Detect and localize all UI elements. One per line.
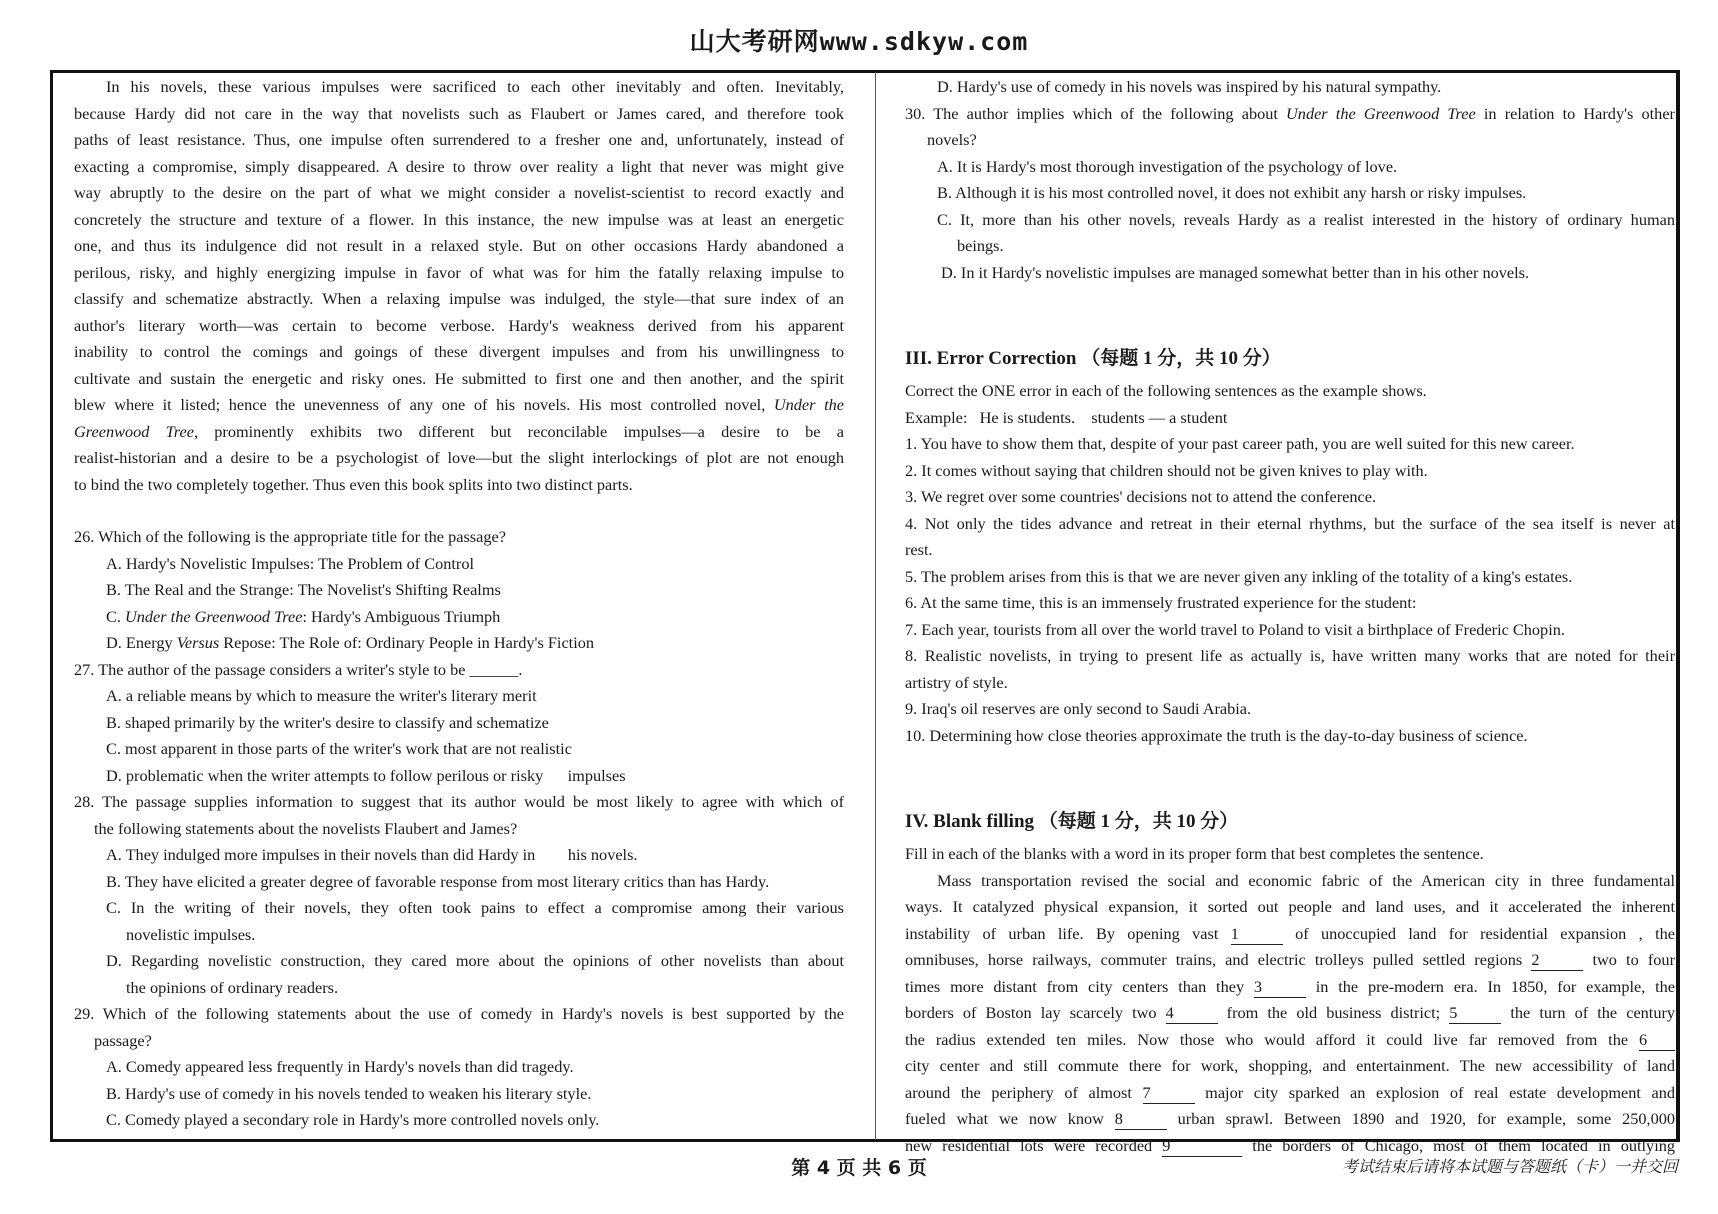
cloze-text: instability of urban life. By opening vast [905,923,1219,943]
blank-6[interactable]: 6 [1639,1030,1675,1051]
cloze-line [905,1000,1675,1027]
example: Example: He is students. students — a student [905,407,1228,427]
blank-4[interactable]: 4 [1166,1003,1218,1024]
section-title: IV. Blank filling （每题 1 分，共 10 分） [905,811,1239,832]
cloze-text: the turn of the century [1510,1003,1676,1022]
option-a: A. They indulged more impulses in their novels than did Hardy in his novels. [106,845,638,864]
option-c: C. It, more than his other novels, reveals Hardy as a realist interested in the history of ordinary human [937,209,1675,229]
question-28 [74,789,844,1001]
option-text: C. [106,606,126,626]
cloze-text: times more distant from city centers than they [905,976,1245,996]
cloze-text: borders of Boston lay scarcely two [905,1003,1157,1022]
spacer [905,749,1675,801]
option-italic: Versus [176,633,220,652]
option-d: D. problematic when the writer attempts to follow perilous or risky impulses [106,765,626,785]
blank-2[interactable]: 2 [1531,950,1583,971]
option-d: D. Regarding novelistic construction, they cared more about the opinions of other novelists than about [106,951,844,970]
cloze-line [905,1106,1675,1133]
novel-title: Under the Greenwood Tree [1286,103,1476,123]
option-a: A. Hardy's Novelistic Impulses: The Problem of Control [106,553,475,573]
footer-note: 考试结束后请将本试题与答题纸（卡）一并交回 [1341,1159,1678,1176]
option-b: B. shaped primarily by the writer's desire to classify and schematize [106,712,549,732]
blank-8[interactable]: 8 [1115,1109,1167,1130]
list-item: 8. Realistic novelists, in trying to present life as actually is, have written many works that are noted for their [905,646,1675,665]
section-blank-filling [905,807,1675,1159]
option-text: Repose: The Role of: Ordinary People in Hardy's Fiction [219,633,594,652]
section-instruction: Fill in each of the blanks with a word in its proper form that best completes the sentence. [905,844,1484,863]
option-b: B. Hardy's use of comedy in his novels tended to weaken his literary style. [106,1083,592,1103]
passage-line: way abruptly to the desire on the part of what we might consider a novelist-scientist to record exactly and [74,183,844,202]
novel-title: Under the Greenwood Tree [125,606,303,626]
passage-text: , prominently exhibits two different but reconcilable impulses—a desire to be a [193,421,844,441]
list-item: 5. The problem arises from this is that we are never given any inkling of the totality of a king's estates. [905,566,1573,586]
question-stem: novels? [927,130,977,149]
novel-title: Under the [773,395,844,414]
left-column [74,74,844,1134]
section-title: III. Error Correction （每题 1 分，共 10 分） [905,348,1281,369]
question-26 [74,524,844,657]
cloze-text: the radius extended ten miles. Now those who would afford it could live far removed from the [905,1029,1629,1049]
section-error-correction [905,344,1675,749]
blank-5[interactable]: 5 [1449,1003,1501,1024]
passage-text: blew where it listed; hence the unevenness of any one of his novels. His most controlled novel, [74,395,774,414]
option-a: A. a reliable means by which to measure the writer's literary merit [106,686,537,705]
page-number: 第 4 页 共 6 页 [791,1157,927,1179]
cloze-line [905,1080,1675,1107]
cloze-text: fueled what we now know [905,1109,1104,1128]
blank-3[interactable]: 3 [1254,977,1306,998]
right-column [905,74,1675,1159]
option-d: D. In it Hardy's novelistic impulses are managed somewhat better than in his other novels. [941,262,1530,282]
option-text: D. Energy [106,633,177,652]
passage-line: perilous, risky, and highly energizing impulse in favor of what was for him the fatally relaxing impulse to [74,262,844,282]
passage-line: because Hardy did not care in the way that novelists such as Flaubert or James cared, and therefore took [74,103,844,123]
passage-line: exacting a compromise, simply disappeared. A desire to throw over reality a light that never was might give [74,156,844,176]
cloze-text: urban sprawl. Between 1890 and 1920, for example, some 250,000 [1177,1109,1676,1128]
question-stem: 26. Which of the following is the appropriate title for the passage? [74,527,506,546]
question-30 [905,101,1675,287]
section-instruction: Correct the ONE error in each of the following sentences as the example shows. [905,381,1427,400]
question-stem: 29. Which of the following statements about the use of comedy in Hardy's novels is best supported by the [74,1004,844,1023]
passage-line [74,419,844,446]
cloze-text: in the pre-modern era. In 1850, for example, the [1315,976,1676,996]
list-item: 1. You have to show them that, despite of your past career path, you are well suited for this new career. [905,434,1575,453]
option-text: : Hardy's Ambiguous Triumph [302,606,501,626]
option-b: B. They have elicited a greater degree of favorable response from most literary critics than has Hardy. [106,871,770,891]
spacer [74,498,844,524]
cloze-line [905,974,1675,1001]
list-item-cont: rest. [905,540,933,559]
cloze-line [905,947,1675,974]
question-stem: 27. The author of the passage considers a writer's style to be ______. [74,659,523,679]
question-stem: passage? [94,1030,152,1050]
question-stem: the following statements about the novelists Flaubert and James? [94,818,518,838]
cloze-text: from the old business district; [1226,1003,1441,1022]
cloze-line: Mass transportation revised the social and economic fabric of the American city in three fundamental [937,870,1675,890]
option-b: B. Although it is his most controlled novel, it does not exhibit any harsh or risky impulses. [937,183,1527,202]
cloze-text: the borders of Chicago, most of them located in outlying [1252,1135,1675,1155]
passage-line: concretely the structure and texture of a flower. In this instance, the new impulse was at least an energetic [74,209,844,229]
passage-line: author's literary worth—was certain to become verbose. Hardy's weakness derived from his apparent [74,315,844,335]
option-c-cont: beings. [957,236,1004,255]
option-c [74,604,844,631]
list-item: 2. It comes without saying that children should not be given knives to play with. [905,460,1428,480]
cloze-text: new residential lots were recorded [905,1135,1153,1155]
question-stem [905,101,1675,128]
cloze-line [905,1027,1675,1054]
reading-passage [74,74,844,498]
cloze-line: ways. It catalyzed physical expansion, it sorted out people and land uses, and it accelerated the inherent [905,897,1675,916]
option-d-cont: the opinions of ordinary readers. [126,977,339,997]
passage-line: paths of least resistance. Thus, one impulse often surrendered to a fresher one and, unfortunately, instead of [74,130,844,149]
option-c: C. In the writing of their novels, they often took pains to effect a compromise among their various [106,898,844,917]
blank-7[interactable]: 7 [1143,1083,1195,1104]
list-item-cont: artistry of style. [905,672,1008,692]
list-item: 9. Iraq's oil reserves are only second to Saudi Arabia. [905,699,1252,718]
list-item: 10. Determining how close theories approximate the truth is the day-to-day business of science. [905,725,1528,745]
question-29 [74,1001,844,1134]
list-item: 7. Each year, tourists from all over the world travel to Poland to visit a birthplace of Frederic Chopin. [905,619,1565,639]
passage-line [74,392,844,419]
cloze-text: around the periphery of almost [905,1082,1132,1102]
stem-text: in relation to Hardy's other [1475,103,1675,123]
list-item: 6. At the same time, this is an immensely frustrated experience for the student: [905,593,1417,612]
option-c-cont: novelistic impulses. [126,924,256,944]
cloze-line: city center and still commute there for work, shopping, and entertainment. The new accessibility of land [905,1056,1675,1075]
question-stem: 28. The passage supplies information to suggest that its author would be most likely to agree with which of [74,792,844,811]
option-c: C. most apparent in those parts of the writer's work that are not realistic [106,739,572,758]
cloze-line [905,921,1675,948]
passage-line: realist-historian and a desire to be a psychologist of love—but the slight interlockings of plot are not enough [74,448,844,467]
question-27 [74,657,844,790]
passage-line: to bind the two completely together. Thus even this book splits into two distinct parts. [74,474,633,494]
blank-9[interactable]: 9 [1162,1136,1242,1157]
column-divider [875,72,876,1140]
cloze-text: two to four [1592,950,1675,969]
option-c: C. Comedy played a secondary role in Hardy's more controlled novels only. [106,1110,600,1129]
novel-title: Greenwood Tree [74,421,194,441]
cloze-text: omnibuses, horse railways, commuter trains, and electric trolleys pulled settled regions [905,950,1523,969]
option-d [74,630,844,657]
passage-line: classify and schematize abstractly. When a relaxing impulse was indulged, the style—that sure index of an [74,289,844,308]
blank-1[interactable]: 1 [1231,924,1283,945]
site-header: 山大考研网www.sdkyw.com [689,27,1029,56]
cloze-text: major city sparked an explosion of real estate development and [1205,1082,1676,1102]
passage-line: In his novels, these various impulses were sacrificed to each other inevitably and often. Inevitably, [106,77,844,96]
list-item: 4. Not only the tides advance and retreat in their eternal rhythms, but the surface of the sea itself is never at [905,513,1675,533]
option-b: B. The Real and the Strange: The Novelist's Shifting Realms [106,580,501,599]
stem-text: 30. The author implies which of the following about [905,103,1287,123]
option-a: A. Comedy appeared less frequently in Hardy's novels than did tragedy. [106,1057,574,1076]
q29-option-d: D. Hardy's use of comedy in his novels was inspired by his natural sympathy. [937,77,1442,96]
passage-line: cultivate and sustain the energetic and risky ones. He submitted to first one and then another, and the spirit [74,368,844,388]
spacer [905,286,1675,338]
passage-line: one, and thus its indulgence did not result in a relaxed style. But on other occasions Hardy abandoned a [74,236,844,255]
passage-line: inability to control the comings and goings of these divergent impulses and from his unwillingness to [74,342,844,361]
cloze-text: of unoccupied land for residential expansion , the [1295,923,1675,943]
list-item: 3. We regret over some countries' decisions not to attend the conference. [905,487,1377,506]
option-a: A. It is Hardy's most thorough investigation of the psychology of love. [937,156,1398,176]
